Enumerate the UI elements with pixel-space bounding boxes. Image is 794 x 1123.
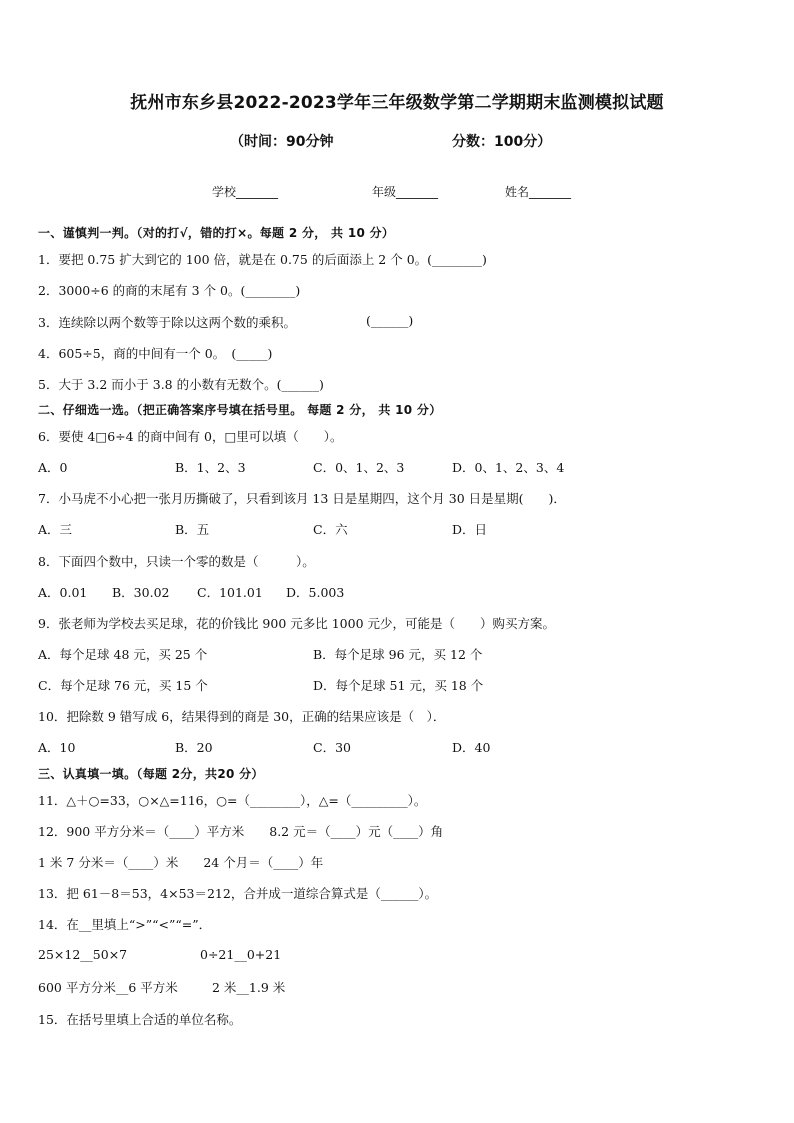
q9-option-c: C．每个足球 76 元，买 15 个 bbox=[38, 678, 208, 693]
q7-option-b: B．五 bbox=[175, 522, 210, 537]
question-15: 15．在括号里填上合适的单位名称。 bbox=[38, 1012, 242, 1027]
grade-field: 年级_______ bbox=[372, 185, 439, 199]
exam-score: 分数：100分） bbox=[452, 134, 552, 150]
q10-option-d: D．40 bbox=[452, 740, 491, 755]
question-3: 3．连续除以两个数等于除以这两个数的乘积。 bbox=[38, 315, 296, 330]
q7-option-c: C．六 bbox=[313, 522, 348, 537]
q6-option-b: B．1、2、3 bbox=[175, 460, 246, 475]
question-4: 4．605÷5，商的中间有一个 0。 (_____) bbox=[38, 346, 273, 361]
q6-option-d: D．0、1、2、3、4 bbox=[452, 460, 565, 475]
q8-option-c: C．101.01 bbox=[197, 585, 263, 600]
q9-option-d: D．每个足球 51 元，买 18 个 bbox=[313, 678, 484, 693]
question-14-item-a: 25×12__50×7 bbox=[38, 947, 128, 962]
q8-option-d: D．5.003 bbox=[286, 585, 345, 600]
q9-option-b: B．每个足球 96 元，买 12 个 bbox=[313, 647, 483, 662]
question-14-item-c: 600 平方分米__6 平方米 bbox=[38, 980, 178, 995]
question-2: 2．3000÷6 的商的末尾有 3 个 0。(________) bbox=[38, 283, 301, 298]
q6-option-c: C．0、1、2、3 bbox=[313, 460, 405, 475]
section-2-heading: 二、仔细选一选。（把正确答案序号填在括号里。 每题 2 分， 共 10 分） bbox=[38, 403, 442, 417]
exam-time: （时间：90分钟 bbox=[230, 134, 334, 150]
question-9: 9．张老师为学校去买足球，花的价钱比 900 元多比 1000 元少，可能是（ ）购买方案。 bbox=[38, 616, 556, 631]
q7-option-a: A．三 bbox=[38, 522, 73, 537]
question-12-line-1: 12．900 平方分米＝（____）平方米 8.2 元＝（____）元（____）角 bbox=[38, 824, 444, 839]
question-6: 6．要使 4□6÷4 的商中间有 0，□里可以填（ ）。 bbox=[38, 429, 343, 444]
q9-option-a: A．每个足球 48 元，买 25 个 bbox=[38, 647, 208, 662]
name-field: 姓名_______ bbox=[505, 185, 572, 199]
question-14: 14．在__里填上“>”“<”“=”． bbox=[38, 917, 212, 932]
q8-option-a: A．0.01 bbox=[38, 585, 88, 600]
q8-option-b: B．30.02 bbox=[112, 585, 170, 600]
q7-option-d: D．日 bbox=[452, 522, 488, 537]
question-11: 11．△＋○=33，○×△=116，○=（________），△=（_________）。 bbox=[38, 793, 427, 808]
q6-option-a: A．0 bbox=[38, 460, 68, 475]
page-title: 抚州市东乡县2022-2023学年三年级数学第二学期期末监测模拟试题 bbox=[130, 93, 664, 113]
question-14-item-b: 0÷21__0+21 bbox=[200, 947, 282, 962]
section-3-heading: 三、认真填一填。（每题 2分，共20 分） bbox=[38, 767, 264, 781]
school-field: 学校_______ bbox=[212, 185, 279, 199]
question-1: 1．要把 0.75 扩大到它的 100 倍，就是在 0.75 的后面添上 2 个 0。(________) bbox=[38, 252, 487, 267]
question-14-item-d: 2 米__1.9 米 bbox=[212, 980, 286, 995]
question-3-blank: (______) bbox=[366, 313, 414, 328]
q10-option-c: C．30 bbox=[313, 740, 351, 755]
section-1-heading: 一、谨慎判一判。（对的打√，错的打×。每题 2 分， 共 10 分） bbox=[38, 226, 395, 240]
question-10: 10．把除数 9 错写成 6，结果得到的商是 30，正确的结果应该是（ ）． bbox=[38, 709, 446, 724]
question-7: 7．小马虎不小心把一张月历撕破了，只看到该月 13 日是星期四，这个月 30 日是星期( )． bbox=[38, 491, 566, 506]
q10-option-a: A．10 bbox=[38, 740, 76, 755]
question-12-line-2: 1 米 7 分米＝（____）米 24 个月＝（____）年 bbox=[38, 855, 324, 870]
question-5: 5．大于 3.2 而小于 3.8 的小数有无数个。(______) bbox=[38, 377, 324, 392]
question-13: 13．把 61－8＝53，4×53＝212，合并成一道综合算式是（______）。 bbox=[38, 886, 438, 901]
q10-option-b: B．20 bbox=[175, 740, 213, 755]
question-8: 8．下面四个数中，只读一个零的数是（ ）。 bbox=[38, 554, 315, 569]
